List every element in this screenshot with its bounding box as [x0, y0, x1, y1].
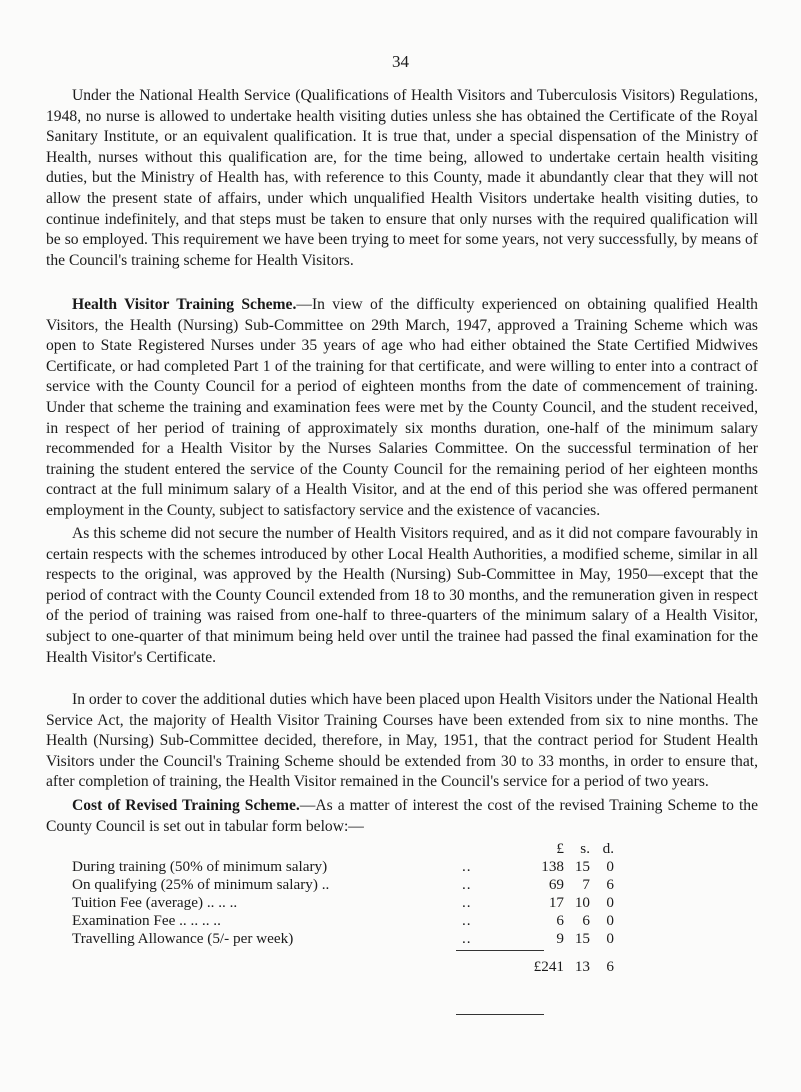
cost-table: [72, 840, 632, 976]
row-pounds: 17: [548, 894, 564, 911]
header-shillings: s.: [580, 840, 590, 857]
table-row: [72, 894, 632, 912]
total-shillings: 13: [574, 958, 590, 975]
row-label: Travelling Allowance (5/- per week): [72, 930, 294, 947]
paragraph-additional-duties: In order to cover the additional duties which have been placed upon Health Visitors under the National Health Service Act, the majority of Health Visitor Training Courses have been extended from six to nine months. The Health (Nursing) Sub-Committee decided, therefore, in May, 1951, that the contract period for Student Health Visitors under the Council's Training Scheme should be extended from 30 to 33 months, in order to ensure that, after completion of training, the Health Visitor remained in the Council's service for a period of two years.: [46, 691, 758, 791]
table-row: [72, 876, 632, 894]
section-heading-cost: Cost of Revised Training Scheme.: [72, 797, 300, 814]
row-pence: 0: [606, 858, 614, 875]
row-shillings: 10: [574, 894, 590, 911]
paragraph-training-scheme: [46, 295, 758, 522]
total-rule-top: [456, 950, 544, 951]
row-label: Examination Fee .. .. .. ..: [72, 912, 221, 929]
paragraph-modified-scheme: As this scheme did not secure the number of Health Visitors required, and as it did not compare favourably in certain respects with the schemes introduced by other Local Health Authorities, a modified scheme, similar in all respects to the original, was approved by the Health (Nursing) Sub-Committee in May, 1950—except that the period of contract with the County Council extended from 18 to 30 months, and the remuneration given in respect of the period of training was raised from one-half to three-quarters of the minimum salary of a Health Visitor, subject to one-quarter of that minimum being held over until the trainee had passed the final examination for the Health Visitor's Certificate.: [46, 525, 758, 666]
row-shillings: 15: [574, 858, 590, 875]
row-shillings: 7: [582, 876, 590, 893]
row-leaders: ..: [462, 858, 472, 875]
row-label: Tuition Fee (average) .. .. ..: [72, 894, 238, 911]
row-pounds: 138: [541, 858, 564, 875]
total-pence: 6: [606, 958, 614, 975]
row-leaders: ..: [462, 876, 472, 893]
row-pence: 0: [606, 912, 614, 929]
row-label: During training (50% of minimum salary): [72, 858, 328, 875]
cost-table-header: [72, 840, 632, 858]
row-pence: 6: [606, 876, 614, 893]
header-pounds: £: [556, 840, 564, 857]
row-pence: 0: [606, 930, 614, 947]
row-pounds: 6: [556, 912, 564, 929]
table-row: [72, 912, 632, 930]
table-row: [72, 930, 632, 948]
row-leaders: ..: [462, 930, 472, 947]
row-label: On qualifying (25% of minimum salary) ..: [72, 876, 330, 893]
row-leaders: ..: [462, 912, 472, 929]
section-heading-training-scheme: Health Visitor Training Scheme.: [72, 296, 297, 313]
page-number: 34: [392, 52, 409, 71]
total-rule-bottom: [456, 1014, 544, 1015]
cost-table-total: [72, 958, 632, 976]
total-pounds: £241: [533, 958, 564, 975]
paragraph-cost-revised-scheme: [46, 796, 758, 837]
row-pounds: 69: [548, 876, 564, 893]
header-pence: d.: [602, 840, 614, 857]
row-shillings: 15: [574, 930, 590, 947]
row-shillings: 6: [582, 912, 590, 929]
row-pounds: 9: [556, 930, 564, 947]
row-leaders: ..: [462, 894, 472, 911]
row-pence: 0: [606, 894, 614, 911]
table-row: [72, 858, 632, 876]
paragraph-qualifications: Under the National Health Service (Qualifications of Health Visitors and Tuberculosis Visitors) Regulations, 1948, no nurse is allowed to undertake health visiting duties unless she has obtained the Certificate of the Royal Sanitary Institute, or an equivalent qualification. It is true that, under a special dispensation of the Ministry of Health, nurses without this qualification are, for the time being, allowed to undertake certain health visiting duties, but the Ministry of Health has, with reference to this County, made it abundantly clear that they will not allow the present state of affairs, under which unqualified Health Visitors undertake health visiting duties, to continue indefinitely, and that steps must be taken to ensure that only nurses with the required qualification will be so employed. This requirement we have been trying to meet for some years, not very successfully, by means of the Council's training scheme for Health Visitors.: [46, 87, 758, 269]
paragraph-training-scheme-body: —In view of the difficulty experienced on obtaining qualified Health Visitors, the Health (Nursing) Sub-Committee on 29th March, 1947, approved a Training Scheme which was open to State Registered Nurses under 35 years of age who had either obtained the State Certified Midwives Certificate, or had completed Part 1 of the training for that certificate, and were willing to enter into a contract of service with the County Council for a period of eighteen months from the date of commencement of training. Under that scheme the training and examination fees were met by the County Council, and the student received, in respect of her period of training of approximately six months duration, one-half of the minimum salary recommended for a Health Visitor by the Nurses Salaries Committee. On the successful termination of her training the student entered the service of the County Council for the remaining period of her eighteen months contract at the full minimum salary of a Health Visitor, and at the end of this period she was offered permanent employment in the County, subject to satisfactory service and the existence of vacancies.: [46, 296, 758, 519]
paragraph-cost-body: —As a matter of interest the cost of the revised Training Scheme to the County Council is set out in tabular form below:—: [46, 797, 758, 835]
